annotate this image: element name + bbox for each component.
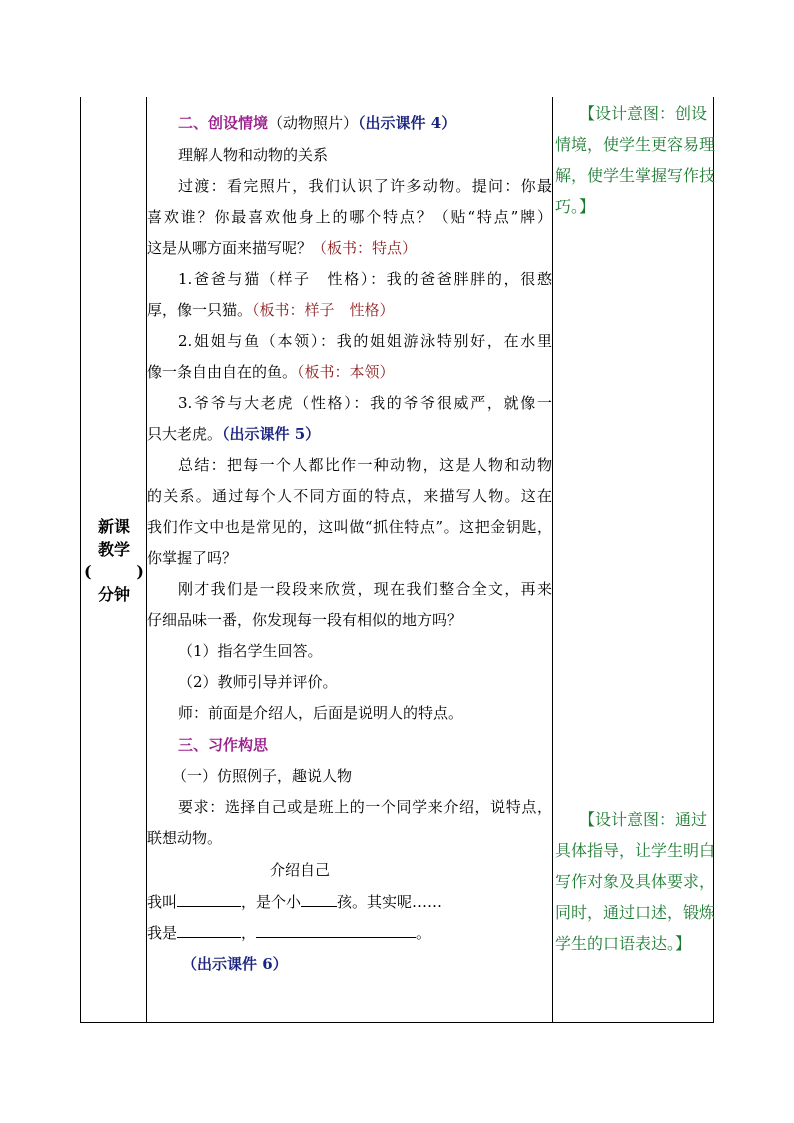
note-2-line-4: 同时，通过口述，锻炼: [555, 903, 716, 922]
intro-text-2a: 我是: [147, 924, 178, 942]
fill-blank-description[interactable]: [256, 922, 416, 938]
section-2-title: 二、创设情境: [178, 114, 269, 132]
intro-text-1c: 孩。其实呢……: [337, 893, 443, 911]
note-2-line-2: 具体指导，让学生明白: [555, 841, 716, 860]
intro-template-line-1: [147, 891, 552, 912]
table-border-bottom: [80, 1022, 714, 1023]
compare-line-2: 仔细品味一番，你发现每一段有相似的地方吗？: [147, 611, 463, 629]
intro-text-1b: ，是个小: [241, 893, 302, 911]
board-note-feature: （板书：特点）: [312, 239, 418, 257]
example-3-line-1: 3.爷爷与大老虎（性格）：我的爷爷很威严，就像一: [178, 394, 552, 412]
table-divider-2: [552, 97, 553, 1023]
example-1-line-2: [147, 300, 552, 320]
step-2: （2）教师引导并评价。: [178, 673, 338, 691]
section-label-paren-close: ): [136, 562, 144, 581]
step-1: （1）指名学生回答。: [178, 642, 323, 660]
example-1-line-1: 1.爸爸与猫（样子 性格）：我的爸爸胖胖的，很憨: [178, 270, 552, 288]
intro-text-2b: ，: [241, 924, 257, 942]
compare-line-1: 刚才我们是一段段来欣赏，现在我们整合全文，再来: [178, 580, 552, 598]
example-2-line-1: 2.姐姐与鱼（本领）：我的姐姐游泳特别好，在水里: [178, 332, 552, 350]
requirement-line-2: 联想动物。: [147, 829, 223, 847]
section-label-duration: 分钟: [97, 585, 130, 604]
summary-line-2: 的关系。通过每个人不同方面的特点，来描写人物。这在: [147, 487, 552, 505]
relation-heading: 理解人物和动物的关系: [178, 146, 329, 164]
section-label-1: 新课: [97, 517, 130, 536]
note-1-line-4: 巧。】: [555, 197, 596, 216]
note-2-line-1: 【设计意图：通过: [579, 810, 708, 829]
design-intent-note-1: [555, 98, 715, 222]
section-2-subtitle: （动物照片）: [268, 114, 359, 132]
transition-line-1: 过渡：看完照片，我们认识了许多动物。提问：你最: [178, 177, 552, 195]
transition-line-2: 喜欢谁？你最喜欢他身上的哪个特点？（贴“特点”牌）: [147, 208, 552, 226]
summary-line-1: 总结：把每一个人都比作一种动物，这是人物和动物: [178, 456, 552, 474]
intro-self-title: 介绍自己: [270, 861, 331, 879]
fill-blank-gender[interactable]: [301, 891, 337, 907]
section-label-2: 教学: [97, 540, 130, 559]
board-note-skill: （板书：本领）: [297, 363, 395, 381]
design-intent-note-2: [555, 804, 715, 959]
teacher-remark: 师：前面是介绍人，后面是说明人的特点。: [178, 704, 464, 722]
requirement-line-1: 要求：选择自己或是班上的一个同学来介绍，说特点，: [178, 798, 552, 816]
section-3-title: 三、习作构思: [178, 736, 269, 754]
section-2-heading: [178, 113, 552, 133]
note-1-line-3: 解，使学生掌握写作技: [555, 166, 716, 185]
summary-line-3: 我们作文中也是常见的，这叫做“抓住特点”。这把金钥匙，: [147, 518, 552, 536]
note-2-line-5: 学生的口语表达。】: [555, 934, 692, 953]
note-1-line-1: 【设计意图：创设: [579, 104, 708, 123]
courseware-5-label: （出示课件 5）: [222, 425, 321, 443]
intro-text-2c: 。: [416, 924, 432, 942]
example-1-text-2: 厚，像一只猫。: [147, 301, 253, 319]
transition-line-3: [147, 238, 552, 258]
fill-blank-name[interactable]: [177, 891, 241, 907]
note-2-line-3: 写作对象及具体要求，: [555, 872, 716, 891]
intro-text-1a: 我叫: [147, 893, 178, 911]
subsection-1-title: （一）仿照例子，趣说人物: [172, 767, 353, 785]
example-2-line-2: [147, 362, 552, 382]
example-3-line-2: [147, 424, 552, 444]
example-3-text-2: 只大老虎。: [147, 425, 223, 443]
table-border-left: [80, 97, 81, 1023]
summary-line-4: 你掌握了吗？: [147, 549, 238, 567]
example-2-text-2: 像一条自由自在的鱼。: [147, 363, 298, 381]
section-label-paren-open: (: [84, 562, 92, 581]
courseware-4-label: （出示课件 4）: [358, 114, 457, 132]
board-note-looks: （板书：样子 性格）: [252, 301, 395, 319]
note-1-line-2: 情境，使学生更容易理: [555, 135, 716, 154]
fill-blank-animal[interactable]: [177, 922, 241, 938]
courseware-6-label: （出示课件 6）: [182, 955, 288, 973]
transition-text-3: 这是从哪方面来描写呢？: [147, 239, 313, 257]
intro-template-line-2: [147, 922, 552, 943]
